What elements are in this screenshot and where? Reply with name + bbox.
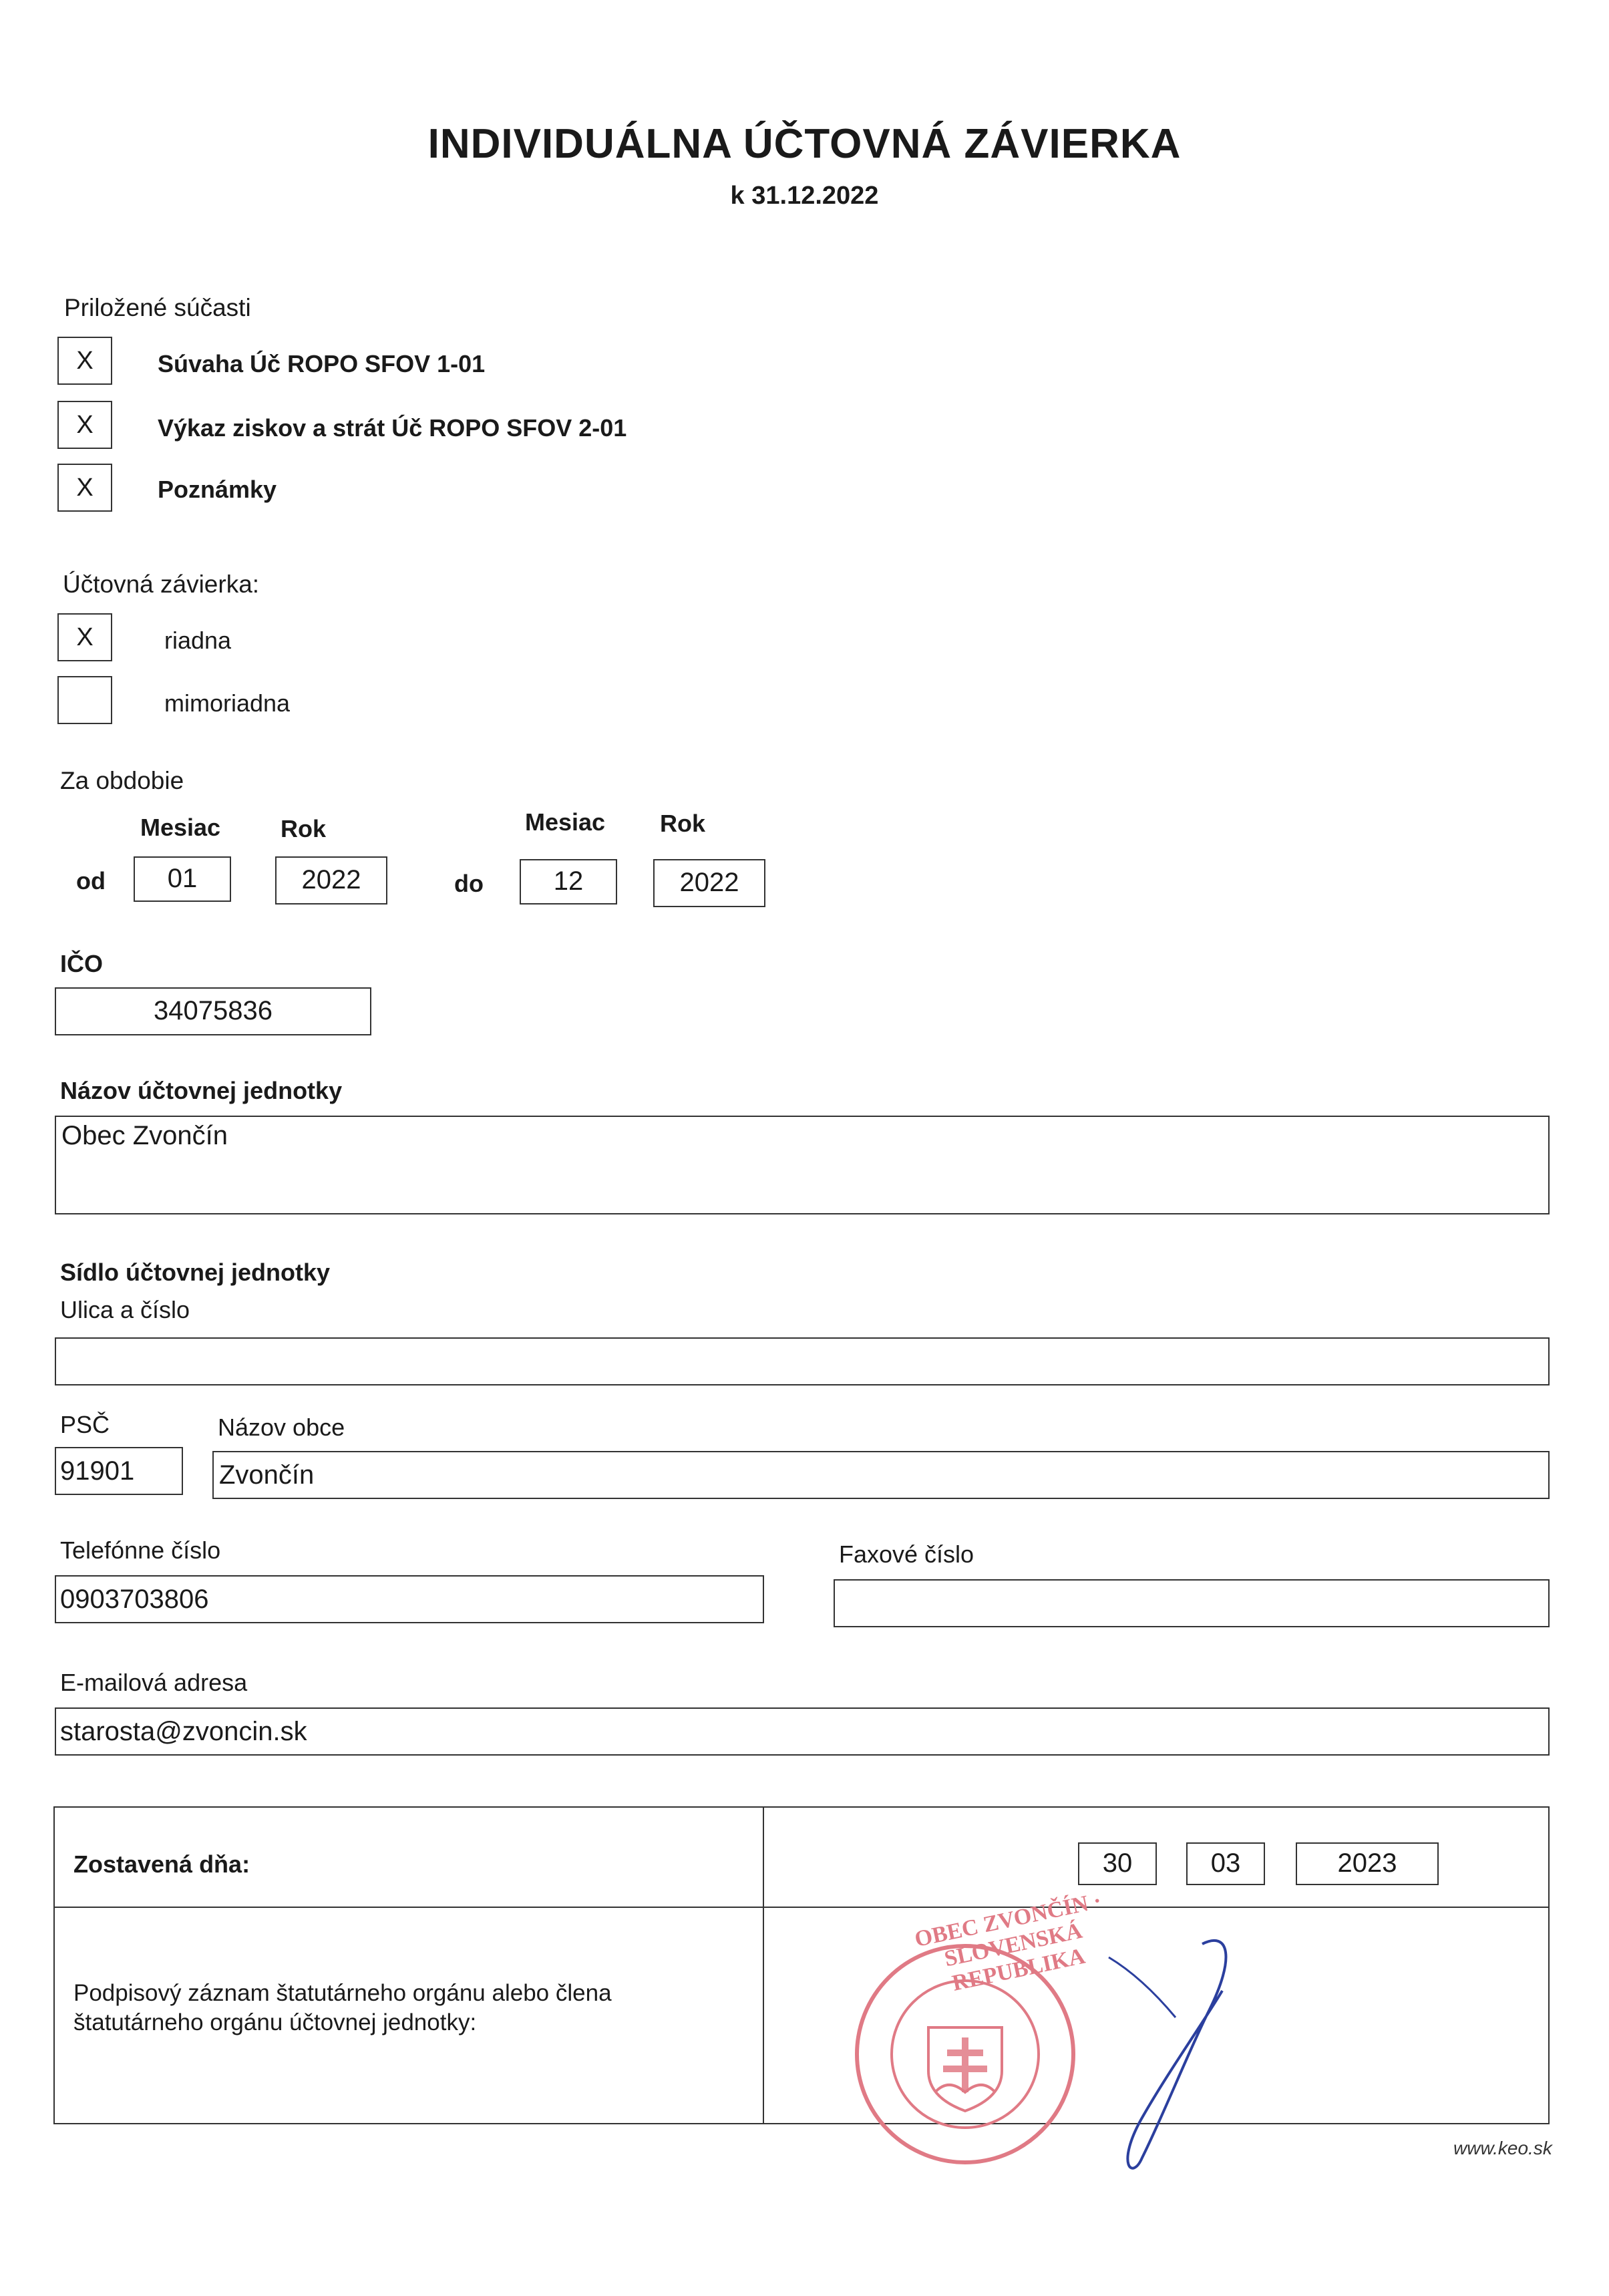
table-vertical-divider [763,1808,764,2123]
stamp-text: OBEC ZVONČÍN · SLOVENSKÁ REPUBLIKA [912,1888,1104,1996]
email-label: E-mailová adresa [60,1669,248,1696]
attachments-heading: Priložené súčasti [64,294,251,321]
statement-checkbox-regular[interactable]: X [57,613,112,661]
street-field[interactable] [55,1337,1550,1385]
phone-field[interactable] [55,1575,764,1623]
compiled-label: Zostavená dňa: [73,1850,250,1878]
fax-field[interactable] [834,1579,1550,1627]
town-field[interactable] [212,1451,1550,1499]
signature-label: Podpisový záznam štatutárneho orgánu alebo člena štatutárneho orgánu účtovnej jednotky: [73,1980,612,2035]
email-field[interactable] [55,1707,1550,1756]
town-label: Názov obce [218,1414,345,1441]
fax-label: Faxové číslo [839,1540,974,1568]
ico-label: IČO [60,950,104,977]
psc-field[interactable] [55,1447,183,1495]
street-label: Ulica a číslo [60,1296,190,1323]
period-from-year-label: Rok [281,815,327,842]
seat-heading: Sídlo účtovnej jednotky [60,1259,331,1286]
period-from-month-label: Mesiac [140,814,221,841]
period-from-month-field[interactable]: 01 [134,856,231,902]
ico-field[interactable]: 34075836 [55,987,371,1035]
attachment-checkbox-balance[interactable]: X [57,337,112,385]
period-heading: Za obdobie [60,767,184,794]
phone-label: Telefónne číslo [60,1536,221,1564]
signature-stroke-2 [1109,1957,1176,2017]
compiled-month-field[interactable]: 03 [1186,1842,1265,1885]
attachment-checkbox-notes[interactable]: X [57,464,112,512]
compiled-day-field[interactable]: 30 [1078,1842,1157,1885]
period-to-month-label: Mesiac [525,808,606,836]
attachment-label-balance: Súvaha Úč ROPO SFOV 1-01 [158,350,486,377]
period-to-year-field[interactable]: 2022 [653,859,765,907]
entity-name-value: Obec Zvončín [61,1121,228,1150]
phone-value: 0903703806 [60,1585,209,1614]
document-title: INDIVIDUÁLNA ÚČTOVNÁ ZÁVIERKA [427,121,1182,167]
period-to-year-label: Rok [660,810,706,837]
psc-value: 91901 [60,1456,135,1486]
statement-label-regular: riadna [164,627,232,654]
footer-website: www.keo.sk [1453,2138,1552,2158]
period-from-label: od [76,867,106,894]
table-horizontal-divider [55,1907,1548,1908]
psc-label: PSČ [60,1411,110,1438]
period-from-year-field[interactable]: 2022 [275,856,387,905]
attachment-label-notes: Poznámky [158,476,277,503]
statement-type-heading: Účtovná závierka: [63,570,260,598]
document-date: k 31.12.2022 [730,182,879,210]
compiled-year-field[interactable]: 2023 [1296,1842,1439,1885]
signature-stroke [1127,1941,1226,2168]
period-to-month-field[interactable]: 12 [520,859,617,905]
email-value: starosta@zvoncin.sk [60,1717,307,1746]
attachment-label-income: Výkaz ziskov a strát Úč ROPO SFOV 2-01 [158,414,627,442]
attachment-checkbox-income[interactable]: X [57,401,112,449]
town-value: Zvončín [219,1460,315,1490]
statement-checkbox-extraordinary[interactable] [57,676,112,724]
period-to-label: do [454,870,484,897]
entity-name-field[interactable] [55,1116,1550,1214]
statement-label-extraordinary: mimoriadna [164,689,291,717]
entity-name-label: Názov účtovnej jednotky [60,1077,343,1104]
